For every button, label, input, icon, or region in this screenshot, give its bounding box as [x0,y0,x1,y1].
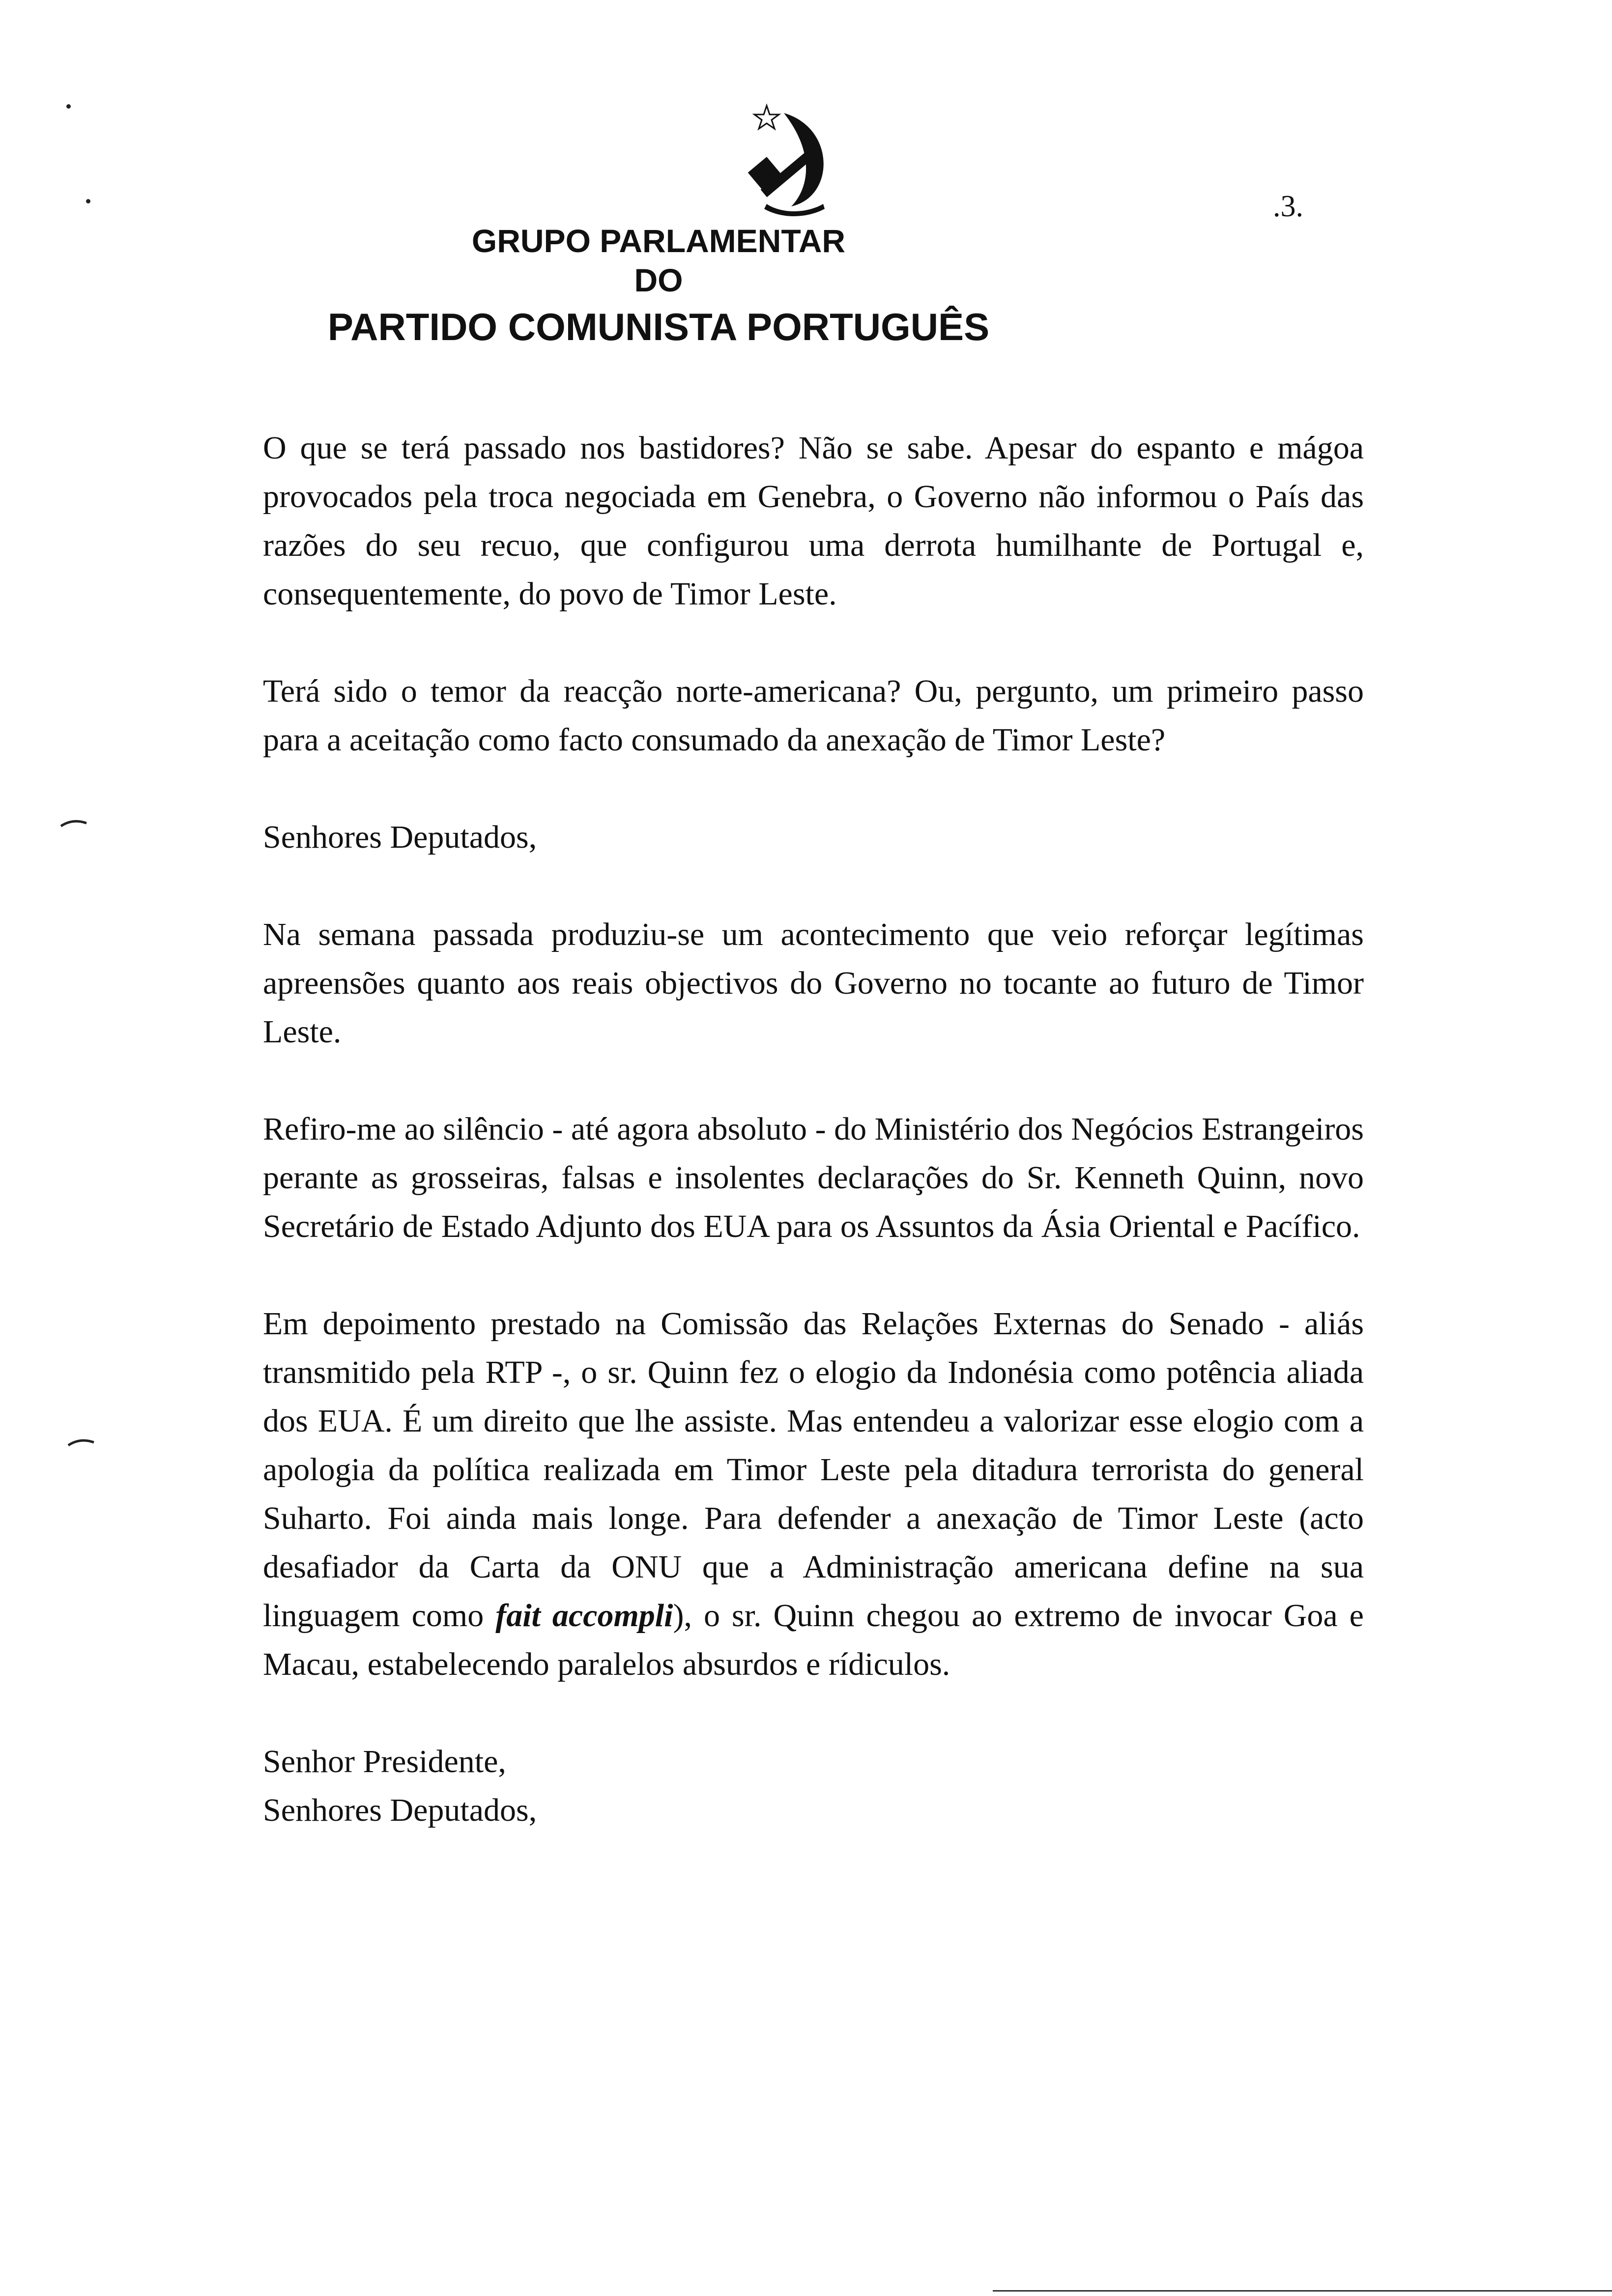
footer-rule [993,2290,1612,2292]
letterhead-line-party: PARTIDO COMUNISTA PORTUGUÊS [327,305,990,348]
document-body [263,424,1364,1835]
italic-phrase: fait accompli [495,1598,673,1634]
letterhead [0,221,1465,354]
paragraph-text: Em depoimento prestado na Comissão das Relações Externas do Senado - aliás transmitido pela RTP -, o sr. Quinn fez o elogio da Indonésia como potência aliada dos EUA. É um direito que lhe assiste. Mas entendeu a valorizar esse elogio com a apologia da política realizada em Timor Leste pela ditadura terrorista do general Suharto. Foi ainda mais longe. Para defender a anexação de Timor Leste (acto desafiador da Carta da ONU que a Administração americana define na sua linguagem como [263,1306,1364,1634]
closing-line: Senhor Presidente, [263,1744,506,1779]
page-number: .3. [1273,190,1303,223]
scan-speck [86,199,90,203]
paragraph: O que se terá passado nos bastidores? Não se sabe. Apesar do espanto e mágoa provocados pela troca negociada em Genebra, o Governo não informou o País das razões do seu recuo, que configurou uma derrota humilhante de Portugal e, consequentemente, do povo de Timor Leste. [263,430,1364,612]
closing [263,1737,1364,1835]
letterhead-line-group: GRUPO PARLAMENTAR [471,223,846,259]
scan-speck [66,104,71,109]
margin-punch-mark [66,1437,96,1447]
paragraph: Refiro-me ao silêncio - até agora absoluto - do Ministério dos Negócios Estrangeiros perante as grosseiras, falsas e insolentes declarações do Sr. Kenneth Quinn, novo Secretário de Estado Adjunto dos EUA para os Assuntos da Ásia Oriental e Pacífico. [263,1111,1364,1244]
star-icon [754,106,779,129]
party-emblem-icon [737,98,850,216]
closing-line: Senhores Deputados, [263,1792,537,1828]
paragraph: Senhores Deputados, [263,819,537,855]
paragraph: Terá sido o temor da reacção norte-americana? Ou, pergunto, um primeiro passo para a aceitação como facto consumado da anexação de Timor Leste? [263,673,1364,758]
letterhead-line-do: DO [634,262,683,298]
paragraph-text: ), o sr. Quinn chegou ao extremo de invocar Goa e Macau, estabelecendo paralelos absurdos e rídiculos. [263,1598,1364,1682]
paragraph [263,1299,1364,1689]
paragraph: Na semana passada produziu-se um acontecimento que veio reforçar legítimas apreensões quanto aos reais objectivos do Governo no tocante ao futuro de Timor Leste. [263,917,1364,1050]
margin-punch-mark [59,818,88,828]
